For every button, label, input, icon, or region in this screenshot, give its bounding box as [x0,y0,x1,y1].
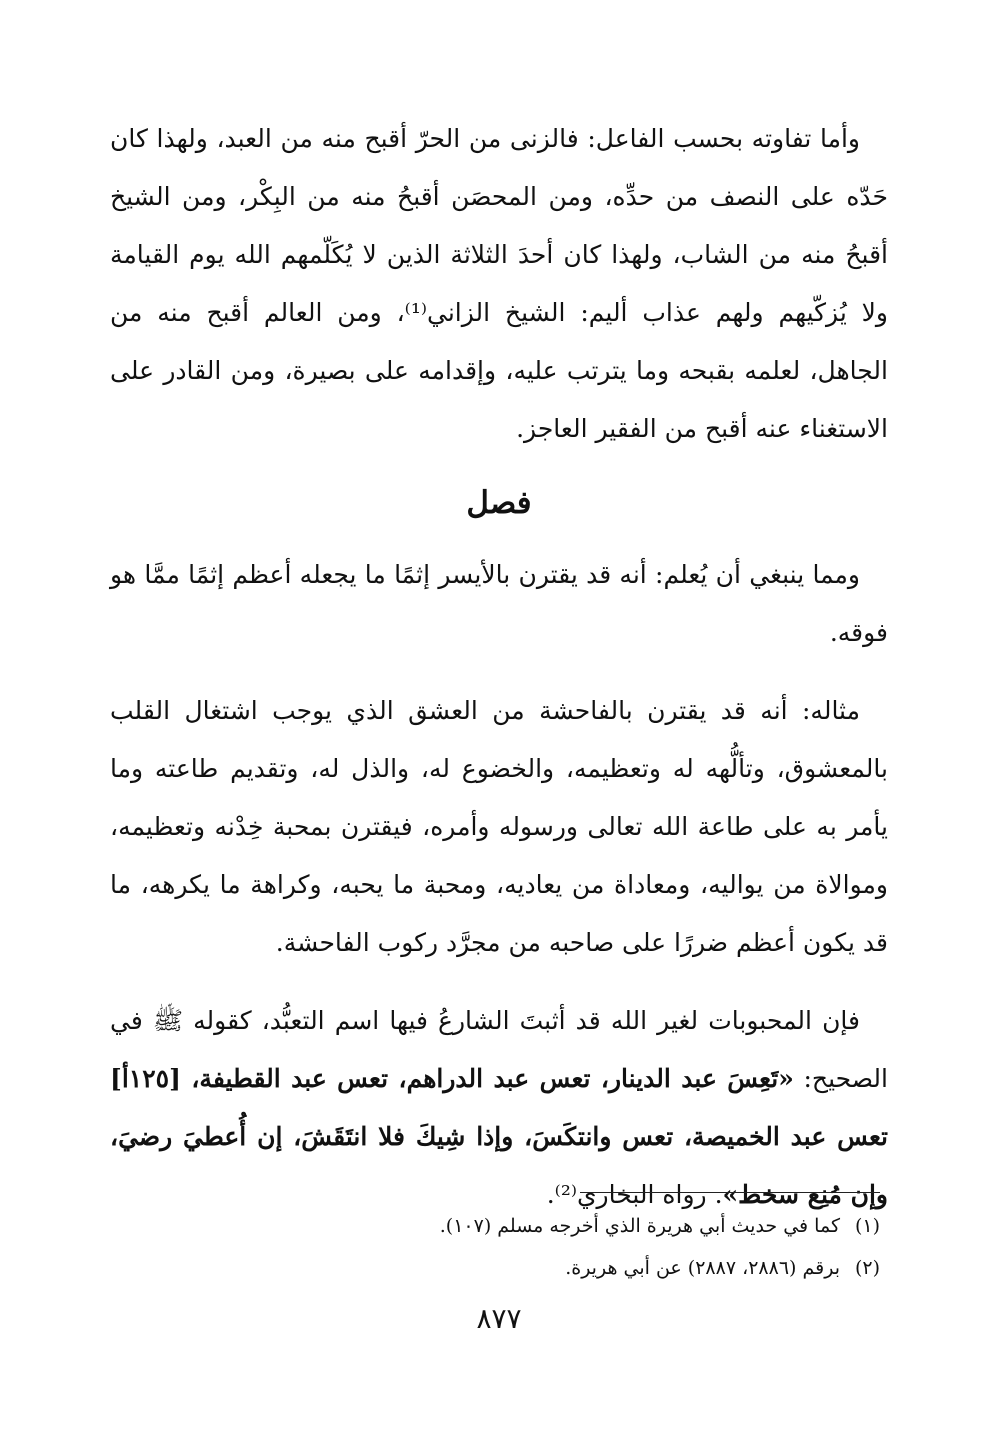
hadith-quote: «تَعِسَ عبد الدينار، تعس عبد الدراهم، تعس عبد القطيفة، [١٢٥أ] تعس عبد الخميصة، تعس وانتكَسَ، وإذا شِيكَ فلا انتَقَشَ، إن أُعطيَ رضيَ، وإن مُنِع سخط» [110,1064,888,1209]
footnote-item [110,1247,880,1289]
paragraph-1-text: وأما تفاوته بحسب الفاعل: فالزنى من الحرّ أقبح منه من العبد، ولهذا كان حَدّه على النصف من حدِّه، ومن المحصَن أقبحُ منه من البِكْر، ومن الشيخ أقبحُ منه من الشاب، ولهذا كان أحدَ الثلاثة الذين لا يُكَلّمهم الله يوم القيامة ولا يُزكّيهم ولهم عذاب أليم: الشيخ الزاني⁽¹⁾، ومن العالم أقبح منه من الجاهل، لعلمه بقبحه وما يترتب عليه، وإقدامه على بصيرة، ومن القادر على الاستغناء عنه أقبح من الفقير العاجز. [110,124,888,443]
paragraph-4-outro: . رواه البخاري⁽²⁾. [546,1180,723,1209]
footnote-separator [580,1192,880,1193]
paragraph-4-intro: فإن المحبوبات لغير الله قد أثبتَ الشارعُ فيها اسم التعبُّد، كقوله ﷺ في الصحيح: [110,1006,888,1093]
paragraph-4 [110,992,888,1224]
section-heading: فصل [466,485,532,521]
paragraph-2-text: ومما ينبغي أن يُعلم: أنه قد يقترن بالأيسر إثمًا ما يجعله أعظم إثمًا ممَّا هو فوقه. [110,560,888,647]
page-number: ٨٧٧ [476,1302,522,1335]
footnotes [110,1205,880,1289]
footnote-text: برقم (٢٨٨٦، ٢٨٨٧) عن أبي هريرة. [565,1257,840,1279]
footnote-item [110,1205,880,1247]
main-text [110,110,888,1224]
paragraph-3-text: مثاله: أنه قد يقترن بالفاحشة من العشق الذي يوجب اشتغال القلب بالمعشوق، وتألُّهه له وتعظيمه، والخضوع له، والذل له، وتقديم طاعته وما يأمر به على طاعة الله تعالى ورسوله وأمره، فيقترن بمحبة خِدْنه وتعظيمه، وموالاة من يواليه، ومعاداة من يعاديه، ومحبة ما يحبه، وكراهة ما يكرهه، ما قد يكون أعظم ضررًا على صاحبه من مجرَّد ركوب الفاحشة. [110,696,888,957]
footnote-number: (١) [854,1215,880,1237]
footnote-number: (٢) [854,1257,880,1279]
paragraph-3 [110,682,888,972]
footnote-text: كما في حديث أبي هريرة الذي أخرجه مسلم (١٠٧). [439,1215,840,1237]
paragraph-2 [110,546,888,662]
paragraph-1 [110,110,888,458]
